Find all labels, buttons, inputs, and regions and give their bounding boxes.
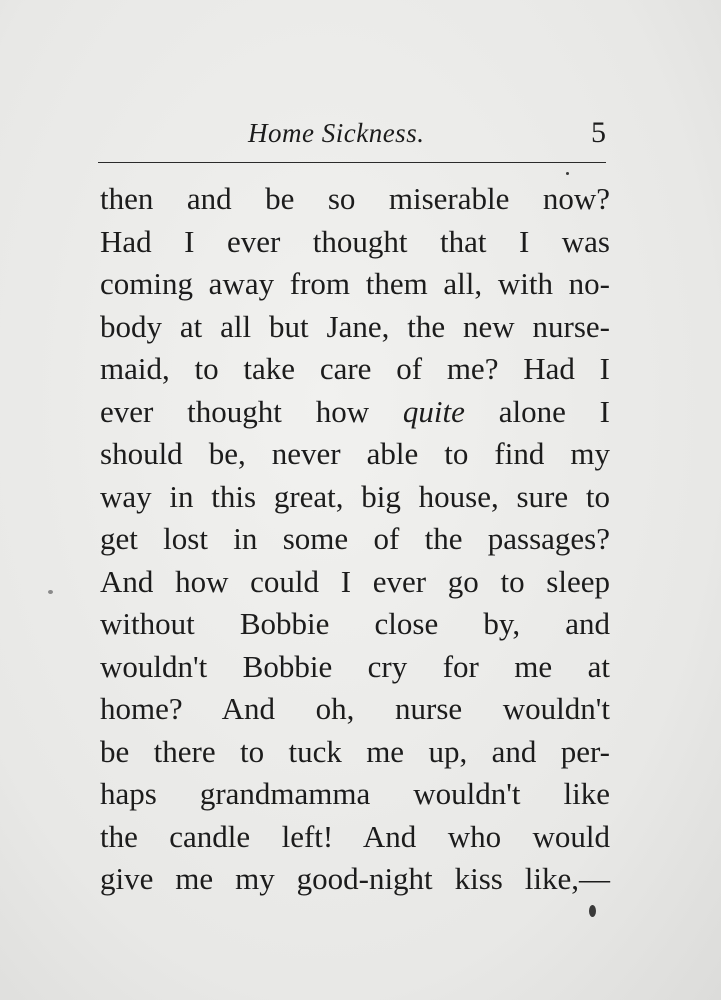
header-rule — [98, 162, 606, 163]
ink-speck — [48, 590, 53, 594]
text-line: the candle left! And who would — [100, 818, 610, 854]
text-line: haps grandmamma wouldn't like — [100, 776, 610, 811]
page-number: 5 — [591, 116, 606, 149]
text-line: then and be so miserable now? — [100, 181, 610, 216]
text-line: home? And oh, nurse wouldn't — [100, 691, 610, 726]
text-line: And how could I ever go to sleep — [100, 563, 610, 599]
text-line: way in this great, big house, sure to — [100, 478, 610, 514]
running-title: Home Sickness. — [248, 118, 425, 148]
italic-word: quite — [402, 393, 465, 429]
text-line: should be, never able to find my — [100, 436, 610, 471]
text-line: body at all but Jane, the new nurse- — [100, 308, 610, 344]
text-line: wouldn't Bobbie cry for me at — [100, 648, 610, 684]
body-text — [100, 178, 610, 901]
text-line: coming away from them all, with no- — [100, 266, 610, 301]
text-line: give me my good-night kiss like,— — [100, 861, 610, 896]
text-line: Had I ever thought that I was — [100, 223, 610, 259]
text-line: be there to tuck me up, and per- — [100, 733, 610, 769]
ink-speck — [566, 172, 569, 175]
ink-speck — [589, 905, 596, 917]
text-line: get lost in some of the passages? — [100, 521, 610, 556]
text-line: maid, to take care of me? Had I — [100, 351, 610, 386]
running-head — [0, 108, 721, 158]
text-line-with-italic: ever thought how quite alone I — [100, 393, 610, 429]
text-line: without Bobbie close by, and — [100, 606, 610, 641]
